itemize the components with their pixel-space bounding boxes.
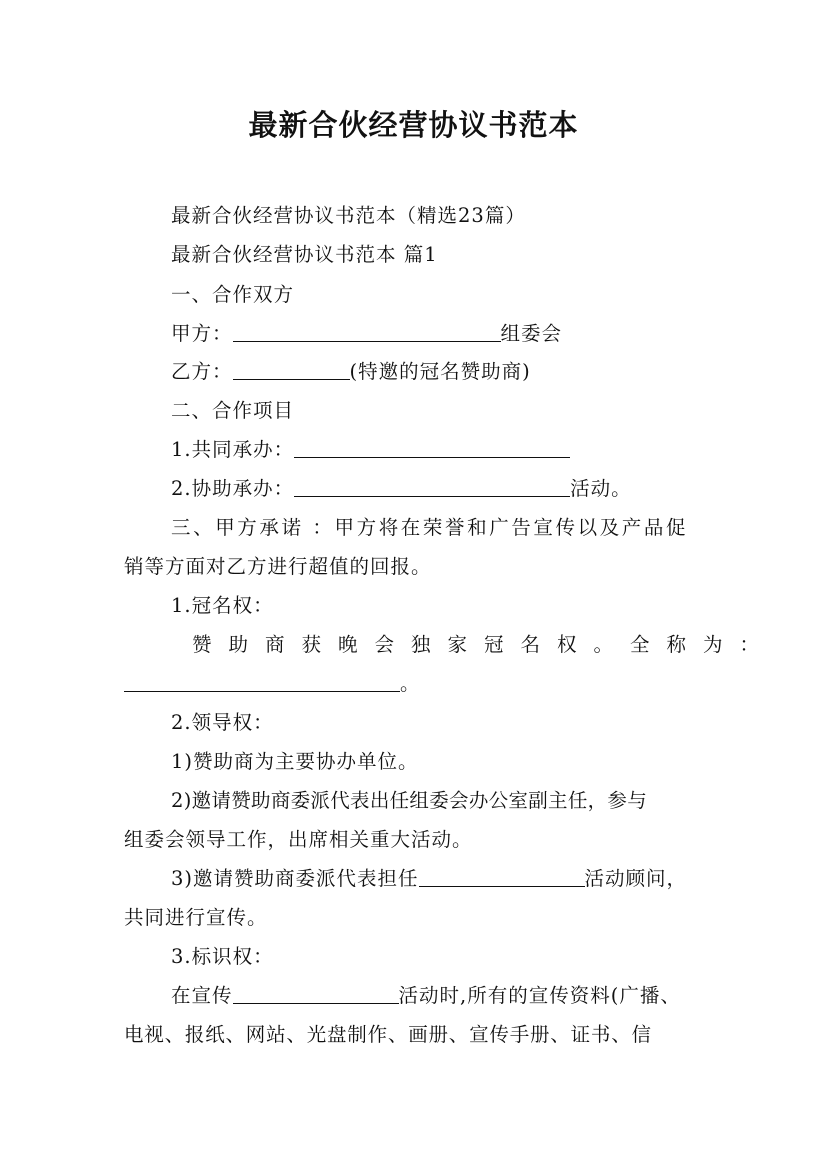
party-b-suffix: (特邀的冠名赞助商): [349, 360, 531, 383]
paragraph-promise-line1: 三、甲方承诺 ：甲方将在荣誉和广告宣传以及产品促: [171, 516, 689, 539]
leadership-item-1: 1)赞助商为主要协办单位。: [171, 750, 419, 773]
party-b-label: 乙方：: [171, 360, 233, 383]
leadership-item-2-line2: 组委会领导工作，出席相关重大活动。: [124, 828, 473, 851]
party-b-line: [171, 356, 531, 384]
naming-rights-blank: [124, 672, 400, 692]
leadership-item-3-label: 3)邀请赞助商委派代表担任: [171, 867, 419, 890]
party-a-blank: [233, 322, 501, 342]
naming-rights-end: 。: [400, 672, 421, 695]
leadership-item-3-suffix: 活动顾问，: [584, 867, 688, 890]
leadership-heading: 2.领导权：: [171, 711, 274, 734]
paragraph-promise-line2: 销等方面对乙方进行超值的回报。: [124, 555, 432, 578]
assist-host-blank: [294, 477, 570, 497]
leadership-item-2-line1: 2)邀请赞助商委派代表出任组委会办公室副主任，参与: [171, 789, 648, 812]
co-host-line: [171, 434, 570, 462]
party-a-label: 甲方：: [171, 322, 233, 345]
leadership-item-3-line2: 共同进行宣传。: [124, 906, 268, 929]
naming-rights-blank-line: [124, 668, 421, 696]
logo-rights-prefix: 在宣传: [171, 984, 233, 1007]
logo-rights-heading: 3.标识权：: [171, 945, 274, 968]
logo-rights-line1: [171, 980, 681, 1008]
leadership-item-3-line1: [171, 863, 687, 891]
logo-rights-blank: [233, 984, 399, 1004]
co-host-label: 1.共同承办：: [171, 438, 295, 461]
heading-project: 二、合作项目: [171, 399, 295, 422]
subtitle-line: 最新合伙经营协议书范本（精选23篇）: [171, 204, 526, 227]
assist-host-suffix: 活动。: [570, 477, 632, 500]
logo-rights-suffix: 活动时,所有的宣传资料(广播、: [398, 984, 681, 1007]
naming-rights-heading: 1.冠名权：: [171, 594, 274, 617]
assist-host-line: [171, 473, 632, 501]
assist-host-label: 2.协助承办：: [171, 477, 295, 500]
document-title: 最新合伙经营协议书范本: [248, 108, 579, 142]
party-a-line: [171, 318, 562, 346]
logo-rights-line2: 电视、报纸、网站、光盘制作、画册、宣传手册、证书、信: [124, 1023, 652, 1046]
section-heading: 最新合伙经营协议书范本 篇1: [171, 243, 438, 266]
party-a-suffix: 组委会: [500, 322, 563, 345]
advisor-blank: [419, 867, 585, 887]
party-b-blank: [233, 360, 350, 380]
heading-parties: 一、合作双方: [171, 283, 295, 306]
naming-rights-text: 赞助商获晚会独家冠名权。全称为：: [192, 633, 777, 656]
co-host-blank: [294, 438, 570, 458]
